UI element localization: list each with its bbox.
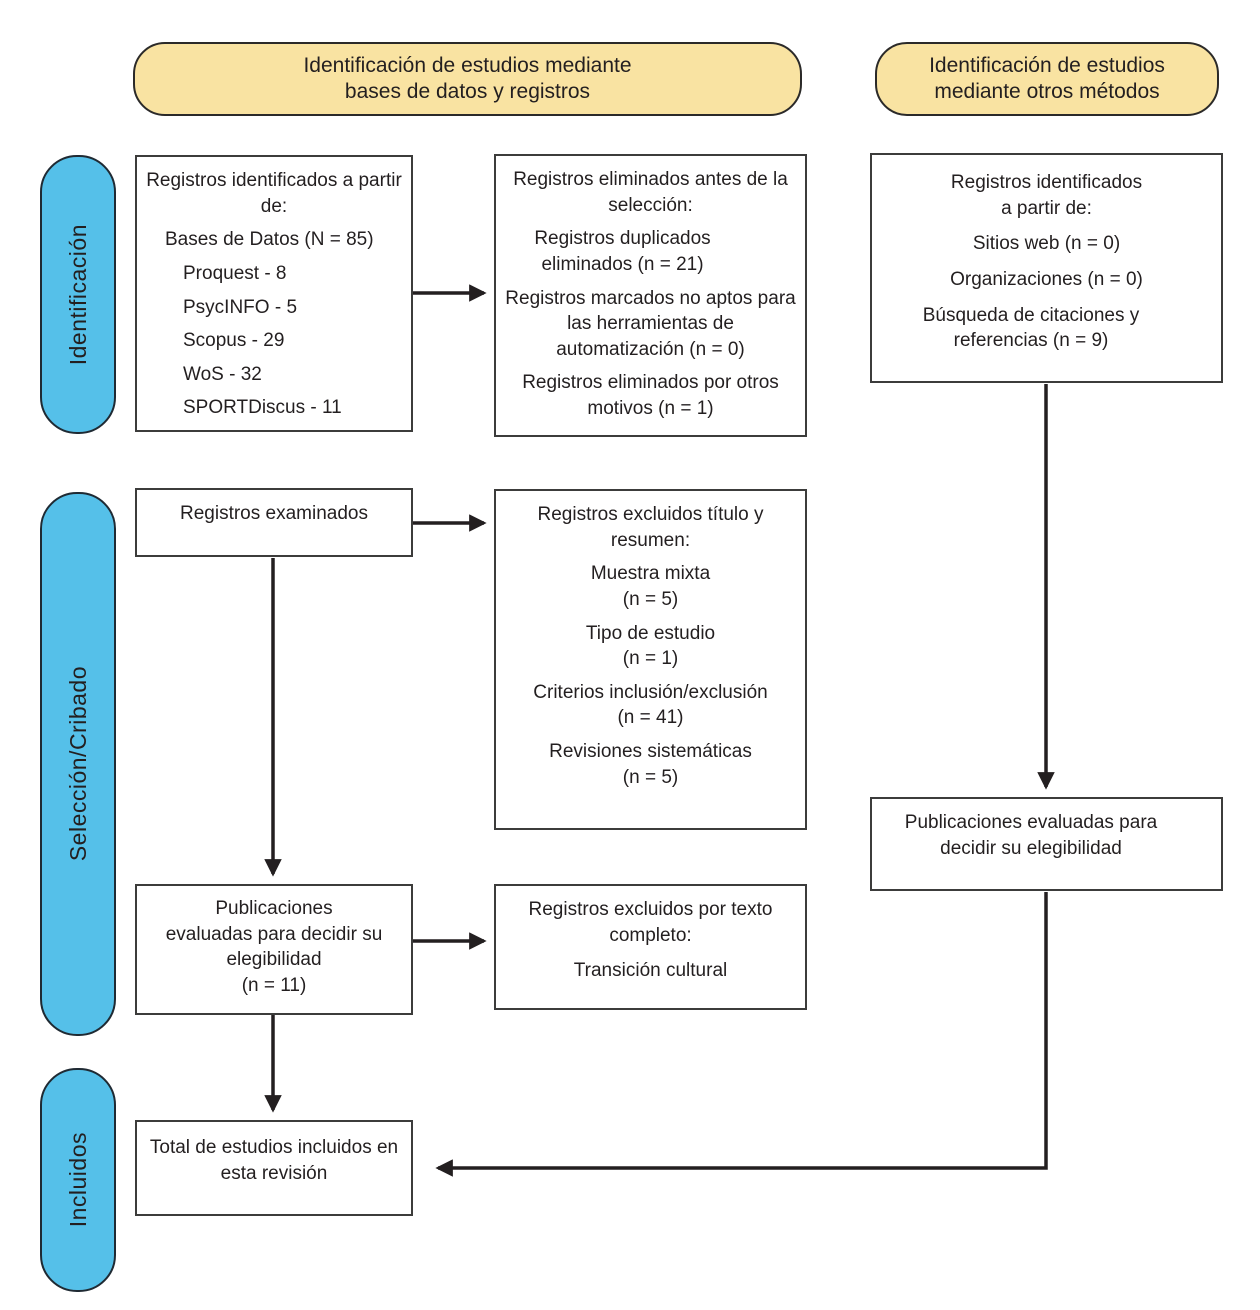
exclusion-reason-count: (n = 5) [622,588,679,610]
fulltext-exclusion-reason: Transición cultural [573,960,728,982]
header-other-methods-line2: mediante otros métodos [934,80,1160,103]
assessed-line: elegibilidad [226,949,322,971]
assessed-line: (n = 11) [241,974,307,996]
removed-item: Registros eliminados por otros motivos (n = 1) [522,372,779,420]
other-item: Organizaciones (n = 0) [950,268,1143,290]
box-records-identified-db [135,155,413,432]
exclusion-reason-count: (n = 1) [622,648,679,670]
box-publications-assessed-other-text: Publicaciones evaluadas para decidir su elegibilidad [904,812,1158,859]
header-databases-line2: bases de datos y registros [344,80,591,103]
stage-included-label: Incluidos [64,1132,91,1228]
header-other-methods-line1: Identificación de estudios [929,53,1165,77]
stage-screening [40,492,116,1036]
box-records-screened-text: Registros examinados [180,503,368,524]
box-publications-assessed-other [870,797,1223,891]
stage-included [40,1068,116,1292]
other-item: Sitios web (n = 0) [972,233,1121,255]
box-records-excluded-fulltext-title: Registros excluidos por texto completo: [528,899,773,946]
db-source: SPORTDiscus - 11 [183,397,342,419]
stage-identification-label: Identificación [64,223,91,366]
assessed-line: evaluadas para decidir su [165,923,383,945]
db-source: Proquest - 8 [183,262,287,284]
removed-item: Registros marcados no aptos para las herramientas de automatización (n = 0) [505,287,796,360]
box-records-excluded-screening [494,489,807,830]
box-records-removed-title: Registros eliminados antes de la selección: [513,169,788,216]
db-total: Bases de Datos (N = 85) [165,229,374,251]
exclusion-reason-name: Revisiones sistemáticas [549,741,752,763]
box-records-identified-other-title-line2: a partir de: [1001,197,1092,219]
header-databases [133,42,802,116]
box-records-identified-db-title: Registros identificados a partir de: [146,170,402,217]
box-publications-assessed [135,884,413,1015]
box-total-included [135,1120,413,1216]
removed-item: Registros duplicados eliminados (n = 21) [534,228,711,275]
exclusion-reason-name: Muestra mixta [590,563,711,585]
db-source: PsycINFO - 5 [183,296,298,318]
exclusion-reason-count: (n = 41) [617,707,684,729]
box-records-excluded-fulltext [494,884,807,1010]
other-item: Búsqueda de citaciones y referencias (n = 9) [922,304,1140,352]
header-other-methods [875,42,1219,116]
box-total-included-text: Total de estudios incluidos en esta revisión [149,1137,399,1184]
header-databases-line1: Identificación de estudios mediante [303,53,632,77]
box-records-identified-other [870,153,1223,383]
exclusion-reason-name: Criterios inclusión/exclusión [533,681,768,703]
exclusion-reason-count: (n = 5) [622,766,679,788]
db-source: WoS - 32 [183,363,262,385]
box-records-removed [494,154,807,437]
stage-identification [40,155,116,434]
db-source: Scopus - 29 [183,330,285,352]
box-records-screened [135,488,413,557]
exclusion-reason-name: Tipo de estudio [585,622,716,644]
stage-screening-label: Selección/Cribado [64,666,91,862]
box-records-identified-other-title-line1: Registros identificados [950,172,1143,193]
box-records-excluded-screening-title: Registros excluidos título y resumen: [537,504,764,551]
assessed-line: Publicaciones [215,898,333,919]
